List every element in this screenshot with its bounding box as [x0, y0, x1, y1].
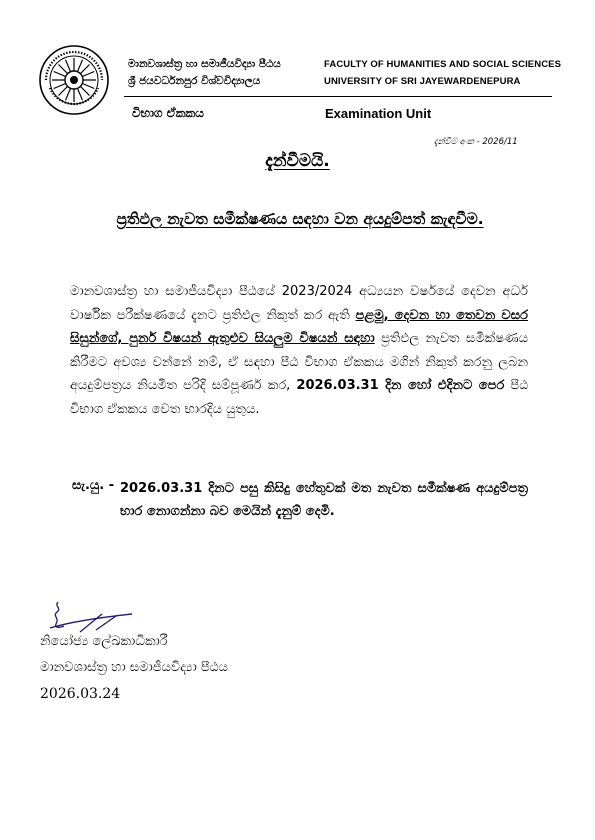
- header-divider: [124, 96, 552, 97]
- unit-name-english: Examination Unit: [325, 106, 432, 121]
- faculty-name-sinhala: මානවශාස්ත්‍ර හා සමාජීයවිද්‍යා පීඨය: [128, 58, 281, 70]
- note-text: 2026.03.31 දිනට පසු කිසිදු හේතුවක් මත නැවත සමීක්ෂණ අයදුම්පත්‍ර භාර නොගන්නා බව මෙයින් දැනුම් දෙමි.: [120, 481, 528, 519]
- note-label: සැ.යු. -: [72, 478, 115, 493]
- notice-subject: ප්‍රතිඵල නැවත සමීක්ෂණය සඳහා වන අයදුම්පත් කැඳවීම.: [116, 210, 484, 228]
- unit-name-sinhala: විභාග ඒකකය: [132, 106, 204, 120]
- body-emphasis-students: පළමු, දෙවන හා තෙවන වසර සිසුන්ගේ, පුනර් විෂයන් ඇතුළුව සියලුම විෂයන් සඳහා: [70, 307, 528, 346]
- notice-title: දැන්වීමයි.: [265, 151, 330, 171]
- signatory-faculty: මානවශාස්ත්‍ර හා සමාජීයවිද්‍යා පීඨය: [40, 660, 228, 675]
- university-name-sinhala: ශ්‍රී ජයවර්ධනපුර විශ්වවිද්‍යාලය: [128, 75, 261, 87]
- body-text: පීඨ විභාග ඒකකය වෙත භාරදිය යුතුය.: [70, 378, 528, 417]
- university-name-english: UNIVERSITY OF SRI JAYEWARDENEPURA: [324, 76, 521, 87]
- faculty-name-english: FACULTY OF HUMANITIES AND SOCIAL SCIENCES: [324, 59, 562, 70]
- body-text: මානවශාස්ත්‍ර හා සමාජීයවිද්‍යා පීඨයේ 2023/2024 අධ්‍යයන වර්ෂයේ දෙවන අර්ධ වාර්ෂික පරීක්ෂණයේ දැනට ප්‍රතිඵල නිකුත් කර ඇති: [70, 284, 528, 323]
- signature-date: 2026.03.24: [40, 686, 121, 702]
- handwritten-signature: [40, 598, 140, 638]
- body-deadline: 2026.03.31 දින හෝ එදිනට පෙර: [296, 378, 505, 393]
- signatory-title: නියෝජ්‍ය ලේඛකාධිකාරී: [40, 634, 168, 649]
- university-seal-logo: [38, 44, 110, 116]
- notice-body: [70, 280, 528, 421]
- notice-reference-number: දැන්වීම් අංක - 2026/11: [434, 137, 518, 147]
- body-text: ප්‍රතිඵල නැවත සමීක්ෂණය කිරීමට අවශ්‍ය වන්නේ නම්, ඒ සඳහා පීඨ විභාග ඒකකය මගින් නිකුත් කරනු ලබන අයදුම්පත්‍රය නියමිත පරිදි සම්පූර්ණ කර,: [70, 331, 528, 393]
